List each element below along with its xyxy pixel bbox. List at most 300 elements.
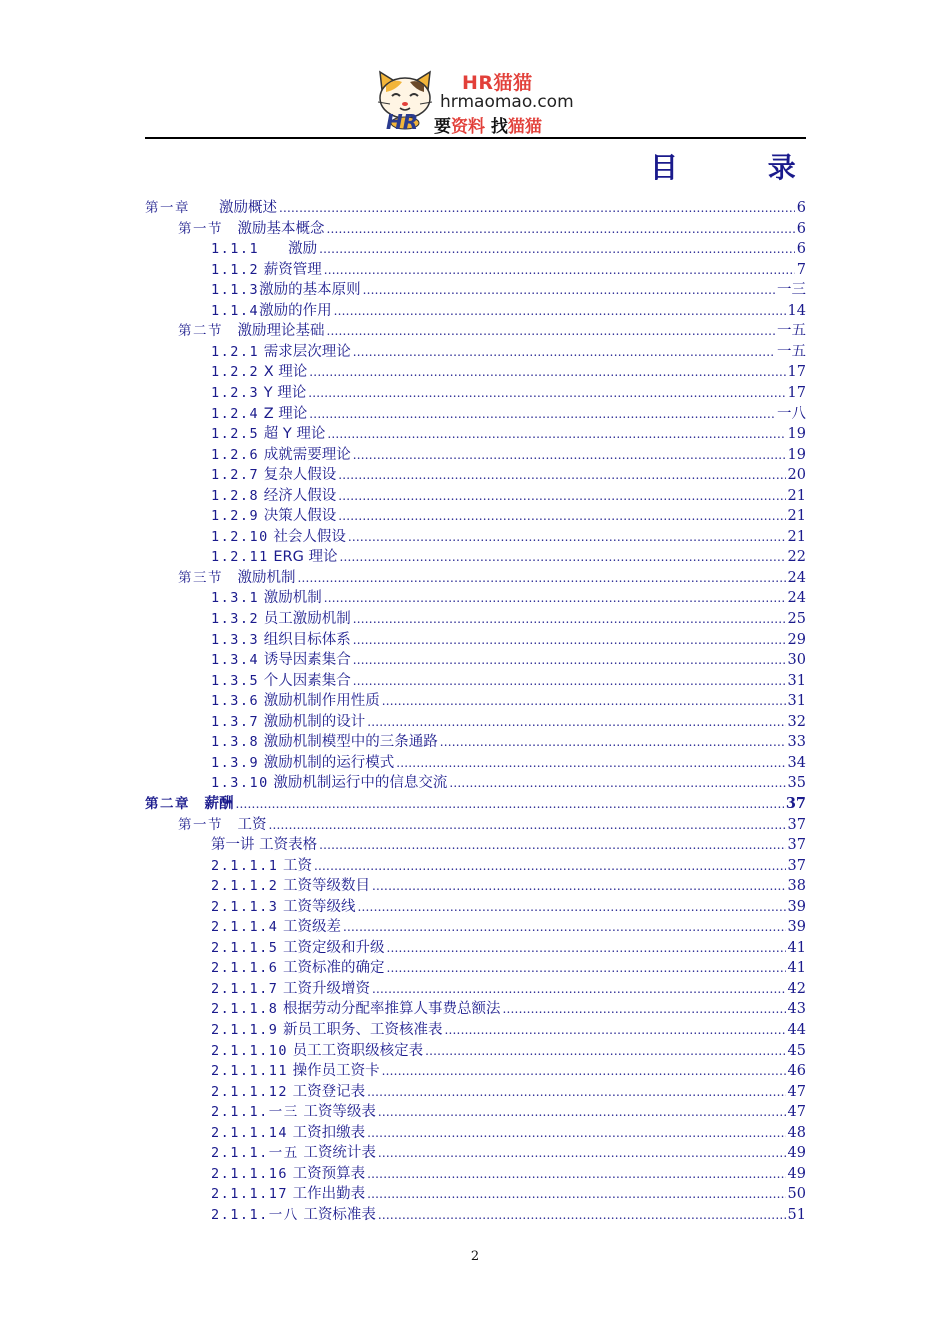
toc-dot-leader — [308, 383, 785, 403]
toc-entry[interactable] — [178, 568, 806, 588]
toc-entry-page: 6 — [796, 241, 806, 258]
toc-entry[interactable] — [211, 506, 806, 526]
toc-dot-leader — [327, 424, 785, 444]
toc-entry-text: 激励基本概念 — [223, 220, 325, 237]
toc-entry-text: X 理论 — [259, 364, 308, 381]
toc-entry[interactable] — [211, 732, 806, 752]
toc-entry-number: 第一节 — [178, 816, 223, 833]
toc-entry-page: 41 — [787, 939, 806, 956]
toc-dot-leader — [358, 897, 786, 917]
toc-entry-page: 一五 — [777, 343, 806, 360]
toc-entry-text: 个人因素集合 — [259, 672, 351, 689]
toc-entry-text: 根据劳动分配率推算人事费总额法 — [278, 1001, 501, 1018]
toc-entry-number: 1.1.3 — [211, 282, 260, 299]
toc-entry-text: 超 Y 理论 — [259, 426, 326, 443]
toc-entry-number: 1.2.7 — [211, 467, 260, 484]
toc-entry[interactable] — [211, 301, 806, 321]
toc-dot-leader — [338, 465, 785, 485]
toc-entry[interactable] — [211, 999, 806, 1019]
toc-entry-page: 44 — [787, 1022, 806, 1038]
toc-entry-number: 2.1.1.3 — [211, 898, 279, 915]
toc-entry-label — [211, 506, 336, 526]
toc-entry-number: 2.1.1.一三 — [211, 1104, 299, 1121]
toc-dot-leader — [334, 301, 786, 321]
toc-entry-page: 39 — [787, 919, 806, 936]
toc-entry[interactable] — [211, 465, 806, 485]
toc-entry[interactable] — [211, 486, 806, 506]
toc-entry-text: 工资定级和升级 — [278, 939, 385, 956]
toc-entry-number: 2.1.1.16 — [211, 1165, 289, 1182]
toc-entry-number: 2.1.1.2 — [211, 878, 279, 895]
toc-entry[interactable] — [211, 938, 806, 958]
toc-entry-number: 2.1.1.1 — [211, 857, 279, 874]
toc-entry-text: 工资标准表 — [298, 1206, 376, 1223]
toc-entry[interactable] — [211, 897, 806, 917]
toc-entry-text: 工资等级表 — [298, 1104, 376, 1121]
toc-dot-leader — [503, 999, 786, 1019]
toc-entry-label — [211, 897, 356, 917]
toc-dot-leader — [353, 671, 786, 691]
toc-entry-text: 工作出勤表 — [288, 1186, 366, 1203]
toc-entry[interactable] — [211, 1143, 806, 1163]
toc-entry-label — [211, 301, 332, 321]
toc-entry-text: 员工工资职级核定表 — [288, 1042, 424, 1059]
toc-entry[interactable] — [211, 671, 806, 691]
toc-entry[interactable] — [211, 917, 806, 937]
toc-entry-label — [211, 876, 370, 896]
toc-dot-leader — [309, 362, 785, 382]
toc-dot-leader — [319, 239, 795, 259]
toc-entry-page: 48 — [787, 1124, 806, 1141]
toc-entry-page: 一五 — [777, 323, 806, 340]
toc-entry-text: 工资级差 — [278, 919, 342, 936]
toc-entry-page: 30 — [787, 652, 806, 669]
toc-dot-leader — [327, 219, 795, 239]
toc-dot-leader — [367, 1184, 785, 1204]
toc-entry-number: 1.3.6 — [211, 693, 260, 710]
toc-dot-leader — [348, 527, 786, 547]
toc-entry-page: 19 — [787, 426, 806, 443]
toc-entry-label — [211, 671, 351, 691]
toc-entry-page: 22 — [787, 549, 806, 566]
toc-entry-text: 工资扣缴表 — [288, 1124, 366, 1141]
toc-entry-label — [211, 280, 361, 300]
toc-entry-label — [211, 1123, 365, 1143]
toc-dot-leader — [324, 260, 795, 280]
toc-entry-number: 2.1.1.8 — [211, 1001, 279, 1018]
toc-entry-page: 35 — [787, 775, 806, 792]
toc-entry-text: 薪酬 — [190, 795, 234, 812]
toc-entry-text: 经济人假设 — [259, 487, 337, 504]
page-number: 2 — [470, 1249, 480, 1264]
toc-entry-page: 21 — [787, 487, 806, 504]
toc-entry-number: 2.1.1.7 — [211, 980, 279, 997]
toc-entry[interactable] — [211, 1020, 806, 1040]
toc-entry-text: Z 理论 — [259, 405, 308, 422]
toc-entry-label — [211, 979, 370, 999]
toc-entry[interactable] — [211, 691, 806, 711]
toc-dot-leader — [338, 486, 785, 506]
toc-entry[interactable] — [211, 260, 806, 280]
toc-entry-text: 新员工职务、工资核准表 — [278, 1022, 443, 1038]
toc-entry-number: 1.1.4 — [211, 302, 260, 319]
toc-entry-number: 1.1.2 — [211, 261, 260, 278]
toc-dot-leader — [327, 321, 776, 341]
toc-entry-number: 1.3.1 — [211, 590, 260, 607]
toc-entry-text: 激励机制 — [259, 590, 322, 607]
toc-entry-number: 1.3.3 — [211, 631, 260, 648]
header-rule — [145, 137, 806, 139]
toc-entry-label — [211, 835, 317, 855]
toc-entry-number: 1.2.4 — [211, 405, 260, 422]
toc-entry-number: 1.2.2 — [211, 364, 260, 381]
toc-entry-label — [211, 588, 322, 608]
toc-dot-leader — [309, 404, 775, 424]
toc-entry-number: 1.3.5 — [211, 672, 260, 689]
toc-dot-leader — [378, 1102, 786, 1122]
toc-entry-page: 45 — [787, 1042, 806, 1059]
toc-entry-page: 21 — [787, 528, 806, 545]
toc-entry-label — [211, 691, 380, 711]
toc-entry-number: 1.3.10 — [211, 775, 269, 792]
toc-entry-text: 激励机制 — [223, 569, 296, 586]
toc-entry-page: 43 — [787, 1001, 806, 1018]
toc-entry[interactable] — [211, 424, 806, 444]
toc-entry[interactable] — [211, 527, 806, 547]
toc-entry[interactable] — [211, 856, 806, 876]
toc-dot-leader — [378, 1205, 786, 1225]
toc-entry-text: 激励机制的运行模式 — [259, 754, 395, 771]
toc-dot-leader — [353, 342, 775, 362]
brand-slogan: 要资料 找猫猫 — [434, 117, 542, 137]
toc-entry-page: 47 — [787, 1083, 806, 1100]
toc-entry[interactable] — [211, 1061, 806, 1081]
toc-entry-number: 1.2.3 — [211, 384, 260, 401]
toc-dot-leader — [353, 630, 786, 650]
toc-entry-label — [178, 321, 325, 341]
toc-dot-leader — [387, 958, 786, 978]
toc-entry-number: 1.3.4 — [211, 652, 260, 669]
toc-entry-page: 49 — [787, 1145, 806, 1162]
toc-entry-text: 社会人假设 — [268, 528, 346, 545]
toc-entry[interactable] — [178, 815, 806, 835]
toc-entry-page: 17 — [787, 364, 806, 381]
toc-dot-leader — [338, 506, 785, 526]
toc-entry-text: 复杂人假设 — [259, 467, 337, 484]
toc-entry-number: 1.2.11 — [211, 549, 269, 566]
toc-entry-number: 第一章 — [145, 200, 190, 216]
toc-entry-page: 47 — [787, 1104, 806, 1121]
toc-entry-page: 32 — [787, 713, 806, 730]
toc-entry-number: 2.1.1.6 — [211, 960, 279, 977]
toc-entry-label — [211, 445, 351, 465]
toc-entry[interactable] — [211, 1123, 806, 1143]
toc-dot-leader — [372, 979, 786, 999]
toc-entry-label — [211, 424, 325, 444]
toc-entry-text: 工资升级增资 — [278, 980, 371, 997]
toc-entry[interactable] — [178, 219, 806, 239]
toc-entry-label — [211, 383, 306, 403]
toc-entry-label — [211, 1205, 376, 1225]
toc-dot-leader — [339, 547, 785, 567]
toc-entry-page: 21 — [787, 508, 806, 525]
toc-entry-page: 37 — [785, 794, 806, 812]
hr-mark: HR — [386, 110, 419, 134]
toc-entry-text: 工资登记表 — [288, 1083, 366, 1100]
toc-entry-page: 37 — [787, 816, 806, 833]
toc-entry-label — [178, 815, 267, 835]
toc-entry-page: 19 — [787, 446, 806, 463]
toc-dot-leader — [269, 815, 786, 835]
toc-dot-leader — [353, 609, 786, 629]
toc-entry[interactable] — [211, 609, 806, 629]
toc-dot-leader — [353, 445, 786, 465]
toc-entry-number: 2.1.1.5 — [211, 939, 279, 956]
toc-entry-page: 一三 — [777, 282, 806, 299]
toc-entry[interactable] — [211, 958, 806, 978]
toc-entry-text: 成就需要理论 — [259, 446, 351, 463]
toc-dot-leader — [378, 1143, 786, 1163]
toc-entry-page: 24 — [787, 590, 806, 607]
toc-entry[interactable] — [211, 239, 806, 259]
toc-entry-text: 需求层次理论 — [259, 343, 351, 360]
toc-entry[interactable] — [211, 1102, 806, 1122]
toc-entry-text: 员工激励机制 — [259, 611, 351, 627]
toc-entry-text: 激励的基本原则 — [259, 282, 361, 299]
toc-entry-page: 29 — [787, 631, 806, 648]
toc-entry[interactable] — [211, 979, 806, 999]
toc-entry-number: 1.3.9 — [211, 754, 260, 771]
toc-dot-leader — [324, 588, 786, 608]
toc-dot-leader — [279, 198, 795, 218]
toc-dot-leader — [425, 1041, 785, 1061]
toc-dot-leader — [382, 1061, 786, 1081]
toc-entry-number: 1.2.1 — [211, 343, 260, 360]
toc-entry-text: 工资 — [223, 816, 267, 833]
toc-entry-text: 工资预算表 — [288, 1165, 366, 1182]
toc-entry-page: 20 — [787, 467, 806, 484]
toc-entry-text: 激励机制作用性质 — [259, 693, 380, 710]
toc-entry-text: Y 理论 — [259, 384, 307, 401]
toc-entry-number: 2.1.1.14 — [211, 1124, 289, 1141]
toc-dot-leader — [367, 1082, 785, 1102]
toc-entry-page: 46 — [787, 1063, 806, 1080]
toc-entry[interactable] — [145, 794, 806, 814]
toc-entry-text: 激励 — [259, 241, 318, 258]
toc-entry-label — [211, 362, 307, 382]
toc-entry-page: 17 — [787, 384, 806, 401]
toc-entry[interactable] — [211, 1184, 806, 1204]
toc-entry-label — [211, 486, 336, 506]
toc-entry-page: 14 — [787, 302, 806, 319]
toc-entry-label — [211, 1041, 423, 1061]
toc-entry-number: 1.2.8 — [211, 487, 260, 504]
toc-entry-number: 2.1.1.一五 — [211, 1145, 299, 1162]
toc-entry[interactable] — [145, 198, 806, 218]
toc-entry-label — [211, 856, 312, 876]
toc-entry[interactable] — [211, 1164, 806, 1184]
toc-entry-number: 1.2.10 — [211, 528, 269, 545]
toc-entry-text: 诱导因素集合 — [259, 652, 351, 669]
toc-entry-page: 34 — [787, 754, 806, 771]
toc-entry-page: 37 — [787, 837, 806, 854]
toc-entry-number: 1.3.7 — [211, 713, 260, 730]
toc-entry-text: 工资等级数目 — [278, 878, 371, 895]
toc-entry-page: 31 — [787, 672, 806, 689]
toc-entry-label — [211, 1020, 443, 1040]
toc-entry-label — [211, 1102, 376, 1122]
toc-entry-number: 1.2.6 — [211, 446, 260, 463]
toc-entry-number: 2.1.1.12 — [211, 1083, 289, 1100]
toc-entry-label — [211, 1082, 365, 1102]
toc-entry-text: 薪资管理 — [259, 261, 322, 278]
toc-entry[interactable] — [211, 650, 806, 670]
toc-entry-page: 6 — [796, 200, 806, 216]
toc-entry[interactable] — [211, 383, 806, 403]
toc-entry-label — [211, 260, 322, 280]
toc-dot-leader — [314, 856, 786, 876]
toc-entry-page: 50 — [787, 1186, 806, 1203]
toc-entry-label — [211, 732, 438, 752]
toc-entry-text: 工资等级线 — [278, 898, 356, 915]
brand-name: HR猫猫 — [462, 72, 533, 94]
toc-entry-label — [211, 630, 351, 650]
toc-entry-label — [211, 465, 336, 485]
toc-entry-page: 31 — [787, 693, 806, 710]
toc-entry[interactable] — [211, 588, 806, 608]
toc-entry-text: 激励机制的设计 — [259, 713, 366, 730]
toc-entry-text: 操作员工资卡 — [288, 1063, 380, 1080]
toc-dot-leader — [319, 835, 785, 855]
toc-entry[interactable] — [211, 630, 806, 650]
toc-dot-leader — [353, 650, 786, 670]
toc-entry[interactable] — [211, 1041, 806, 1061]
toc-entry[interactable] — [211, 876, 806, 896]
toc-entry-text: 激励概述 — [190, 200, 277, 216]
toc-entry-number: 第一节 — [178, 220, 223, 237]
toc-entry[interactable] — [211, 1205, 806, 1225]
toc-entry[interactable] — [211, 280, 806, 300]
toc-entry-number: 第二节 — [178, 323, 223, 340]
toc-entry-number: 1.2.9 — [211, 508, 260, 525]
toc-dot-leader — [440, 732, 786, 752]
toc-entry-page: 42 — [787, 980, 806, 997]
toc-entry-number: 2.1.1.9 — [211, 1022, 279, 1038]
toc-entry-label — [211, 239, 317, 259]
toc-entry-number: 1.1.1 — [211, 241, 260, 258]
toc-dot-leader — [396, 753, 785, 773]
toc-entry[interactable] — [211, 404, 806, 424]
toc-entry-text: 激励理论基础 — [223, 323, 325, 340]
toc-entry-label — [211, 404, 307, 424]
toc-entry-text: ERG 理论 — [268, 549, 338, 566]
toc-entry-label — [211, 999, 501, 1019]
toc-entry[interactable] — [211, 362, 806, 382]
toc-entry-label — [211, 938, 385, 958]
toc-entry-label — [211, 1164, 365, 1184]
toc-entry-text: 工资标准的确定 — [278, 960, 385, 977]
toc-entry[interactable] — [211, 712, 806, 732]
toc-dot-leader — [367, 1123, 785, 1143]
toc-entry-number: 2.1.1.一八 — [211, 1206, 299, 1223]
toc-entry[interactable] — [211, 835, 806, 855]
toc-entry-label — [211, 753, 394, 773]
toc-entry[interactable] — [178, 321, 806, 341]
toc-entry-label — [211, 1061, 380, 1081]
toc-entry-text: 激励机制模型中的三条通路 — [259, 734, 438, 751]
toc-entry-label — [145, 198, 277, 218]
toc-entry-page: 41 — [787, 960, 806, 977]
toc-entry-label — [211, 773, 447, 793]
toc-entry-label — [211, 547, 337, 567]
toc-entry-number: 第二章 — [145, 795, 190, 812]
toc-entry[interactable] — [211, 753, 806, 773]
toc-entry-label — [211, 1184, 365, 1204]
toc-dot-leader — [363, 280, 775, 300]
toc-entry-page: 24 — [787, 569, 806, 586]
toc-dot-leader — [445, 1020, 786, 1040]
toc-entry-label — [211, 609, 351, 629]
toc-entry-text: 决策人假设 — [259, 508, 337, 525]
toc-entry-number: 2.1.1.10 — [211, 1042, 289, 1059]
toc-entry-number: 2.1.1.17 — [211, 1186, 289, 1203]
toc-dot-leader — [236, 794, 784, 814]
toc-entry[interactable] — [211, 445, 806, 465]
toc-entry-page: 6 — [796, 220, 806, 237]
brand-url: hrmaomao.com — [440, 92, 574, 112]
toc-entry-text: 第一讲 工资表格 — [211, 837, 318, 854]
logo — [372, 66, 582, 136]
toc-dot-leader — [343, 917, 786, 937]
toc-entry-number: 2.1.1.4 — [211, 919, 279, 936]
toc-entry-label — [211, 958, 385, 978]
toc-entry-page: 51 — [787, 1206, 806, 1223]
toc-entry-page: 7 — [796, 261, 806, 278]
toc-entry-label — [211, 527, 346, 547]
toc-dot-leader — [372, 876, 786, 896]
toc-entry[interactable] — [211, 342, 806, 362]
toc-entry-label — [211, 650, 351, 670]
toc-entry-label — [178, 219, 325, 239]
page-title: 目 录 — [650, 151, 836, 184]
toc-dot-leader — [449, 773, 785, 793]
toc-entry[interactable] — [211, 1082, 806, 1102]
toc-entry-label — [145, 794, 234, 814]
toc-dot-leader — [382, 691, 786, 711]
toc-entry-page: 33 — [787, 734, 806, 751]
toc-dot-leader — [387, 938, 786, 958]
toc-dot-leader — [367, 712, 785, 732]
toc-entry-label — [211, 1143, 376, 1163]
toc-entry-text: 工资统计表 — [298, 1145, 376, 1162]
toc-entry-text: 工资 — [278, 857, 313, 874]
toc-dot-leader — [367, 1164, 785, 1184]
toc-entry-number: 1.3.8 — [211, 734, 260, 751]
toc-entry[interactable] — [211, 773, 806, 793]
toc-entry-page: 39 — [787, 898, 806, 915]
toc-entry-number: 1.3.2 — [211, 611, 260, 627]
toc-entry-label — [211, 712, 365, 732]
toc-entry-text: 激励机制运行中的信息交流 — [268, 775, 448, 792]
toc-entry[interactable] — [211, 547, 806, 567]
toc-entry-label — [211, 342, 351, 362]
toc-entry-text: 组织目标体系 — [259, 631, 351, 648]
toc-entry-label — [178, 568, 296, 588]
toc-entry-page: 一八 — [777, 405, 806, 422]
toc-entry-number: 第三节 — [178, 569, 223, 586]
toc-entry-label — [211, 917, 341, 937]
toc-entry-number: 2.1.1.11 — [211, 1063, 289, 1080]
